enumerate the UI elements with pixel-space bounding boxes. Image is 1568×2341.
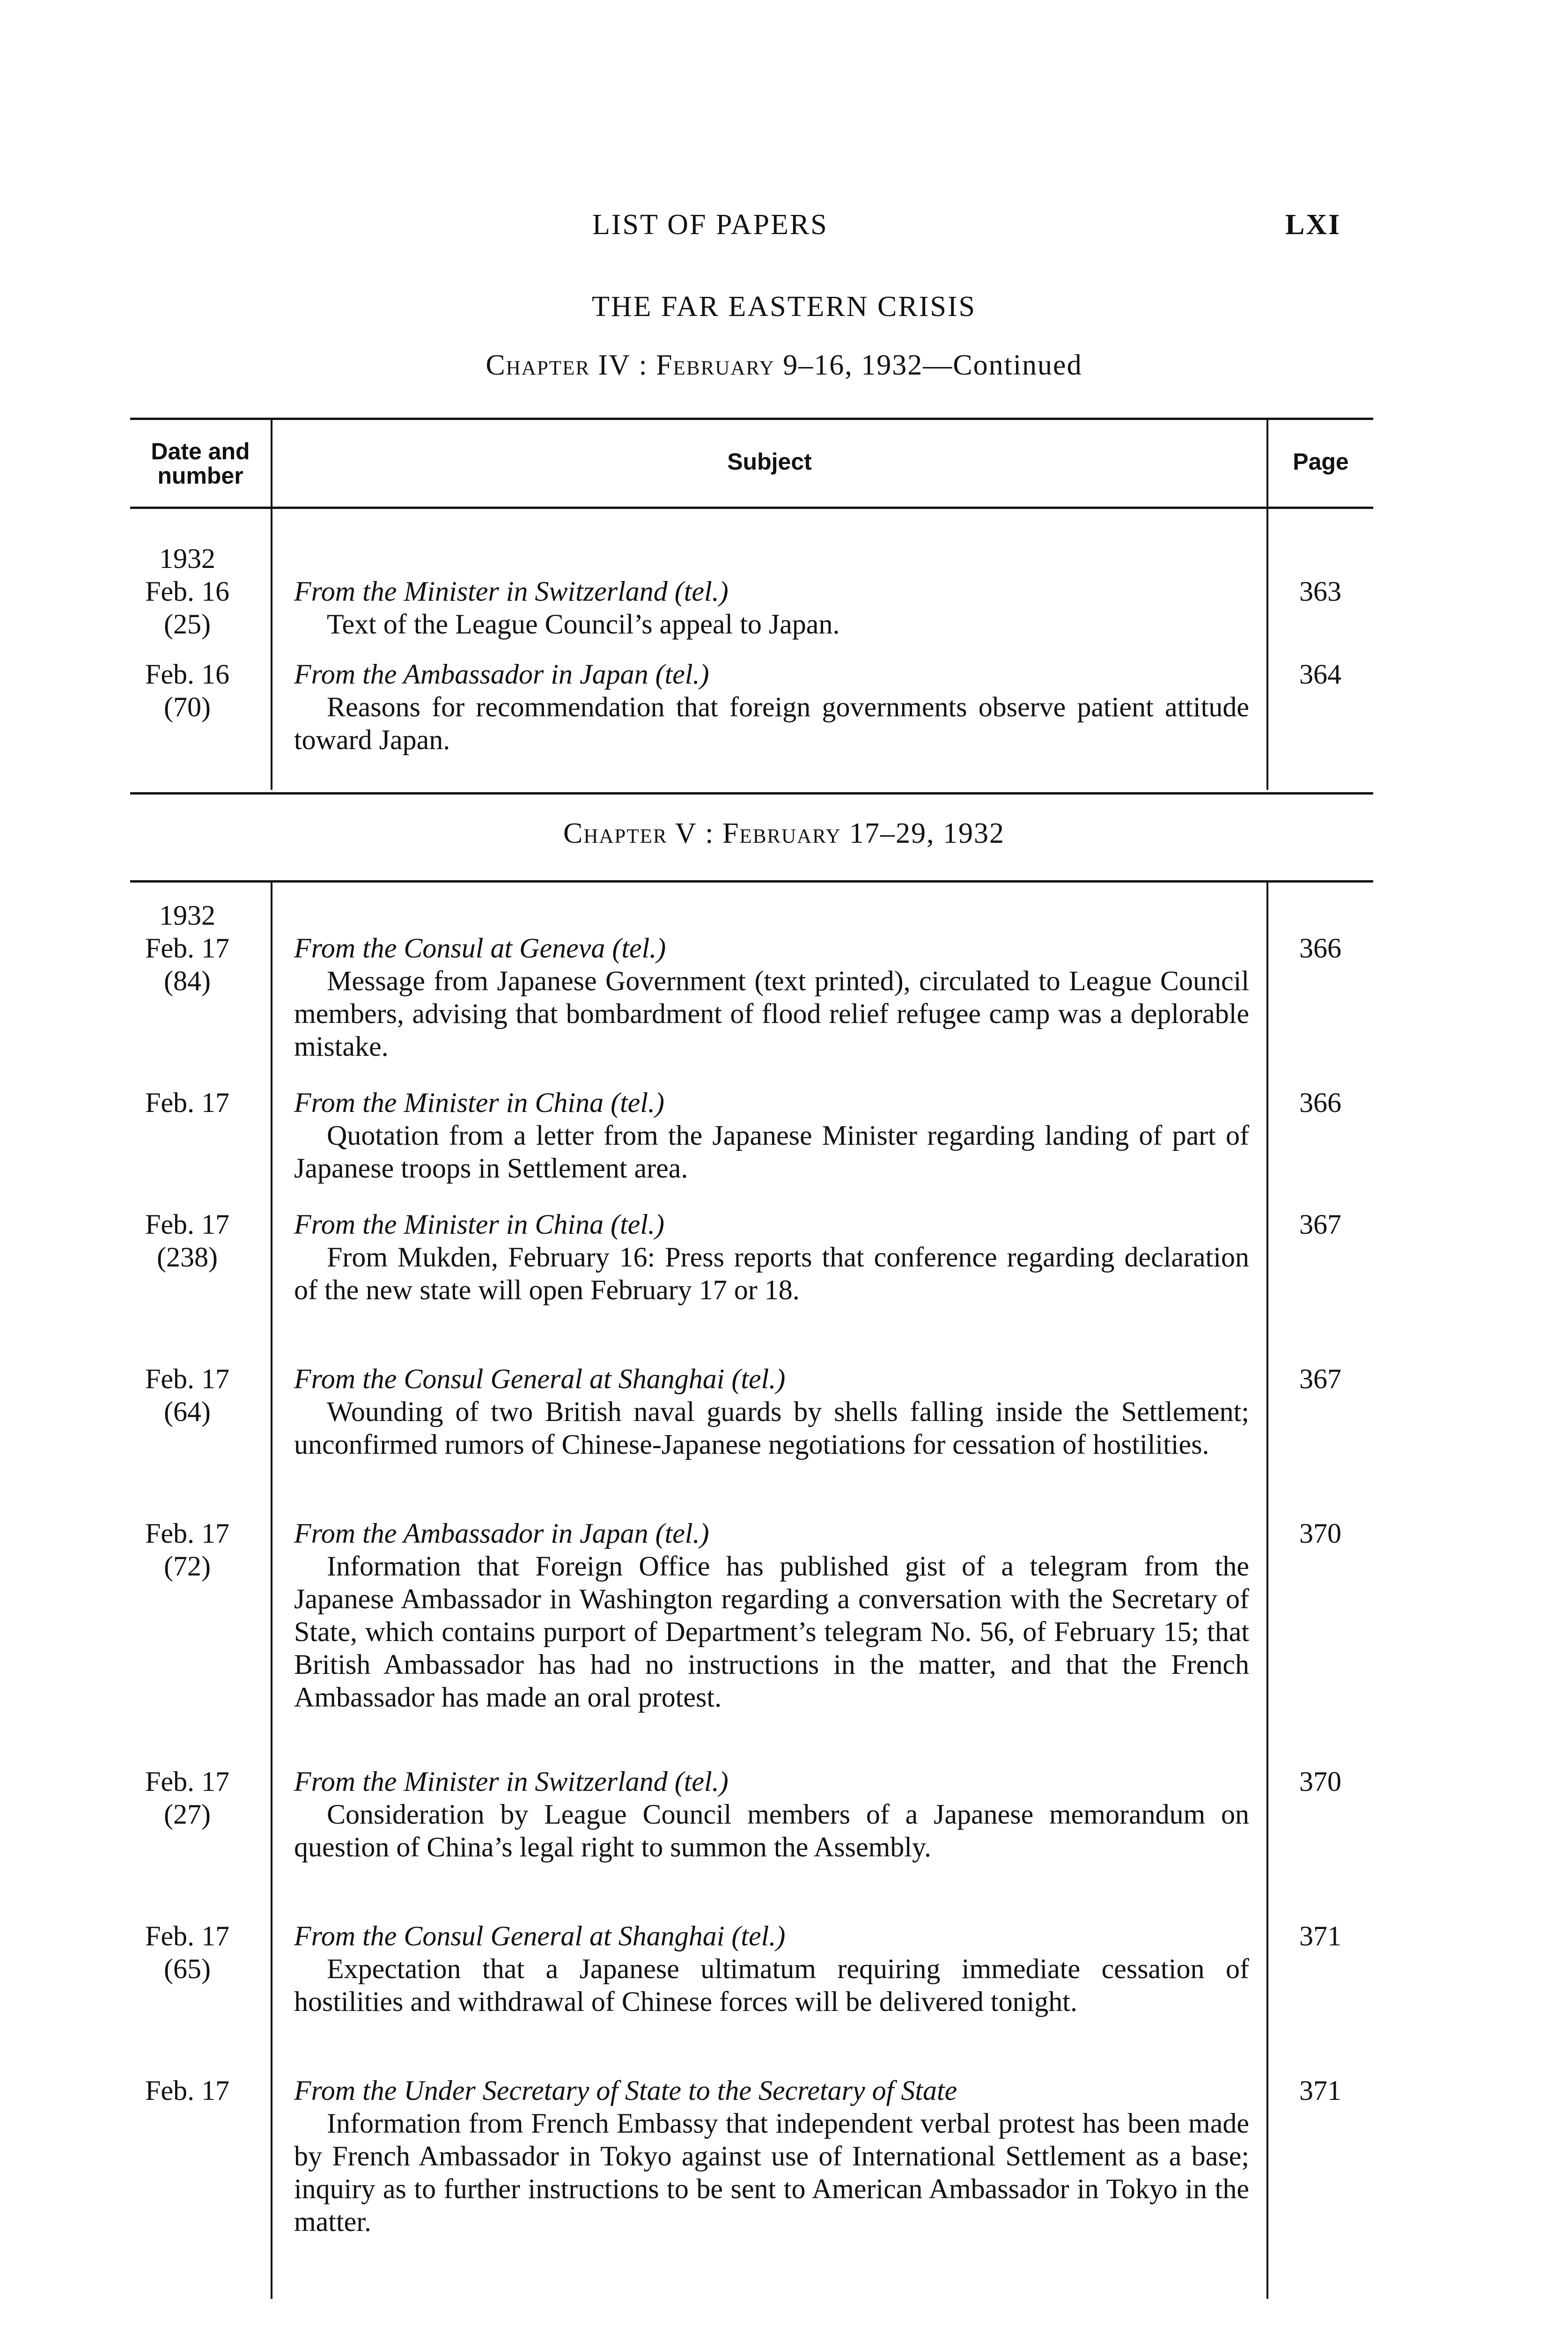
- page-folio: LXI: [1285, 209, 1341, 241]
- entry-date: Feb. 16 (70): [145, 659, 229, 722]
- page-column-rule: [1266, 880, 1268, 2299]
- entry-summary: Message from Japanese Government (text printed), circulated to League Council members, advising that bombardment of flood relief refugee camp was a deplorable mistake.: [294, 965, 1249, 1062]
- entry-sender: From the Minister in Switzerland (tel.): [294, 1766, 729, 1797]
- entry-subject: [294, 1517, 1249, 1714]
- entry-date: Feb. 17 (65): [145, 1921, 229, 1984]
- entry-sender: From the Consul General at Shanghai (tel.): [294, 1363, 786, 1394]
- entry-summary: Text of the League Council’s appeal to Japan.: [327, 609, 840, 640]
- entry-page: 363: [1299, 576, 1341, 607]
- entry-sender: From the Minister in China (tel.): [294, 1087, 665, 1118]
- entry-page: 370: [1299, 1518, 1341, 1549]
- entry-summary: Information from French Embassy that independent verbal protest has been made by French Ambassador in Tokyo against use of International Settlement as a base; inquiry as to further instructions to be sent to American Ambassador in Tokyo in the matter.: [294, 2108, 1249, 2237]
- date-column-rule: [271, 880, 272, 2299]
- entry-sender: From the Consul at Geneva (tel.): [294, 933, 666, 964]
- entry-page: 367: [1299, 1363, 1341, 1394]
- chapter-iv-sep: :: [630, 349, 656, 381]
- column-header-page: Page: [1293, 449, 1349, 475]
- chapter-iv-month: February: [656, 349, 775, 381]
- part-title: THE FAR EASTERN CRISIS: [592, 291, 976, 323]
- chapter-v-heading: [0, 817, 1568, 850]
- running-title: LIST OF PAPERS: [592, 209, 828, 241]
- running-head: [0, 208, 1568, 250]
- chapter-iv-range: 9–16, 1932—Continued: [774, 349, 1082, 381]
- entry-sender: From the Under Secretary of State to the Secretary of State: [294, 2075, 957, 2106]
- entry-subject: [294, 2074, 1249, 2238]
- column-header-subject: Subject: [727, 449, 812, 475]
- chapter-iv-heading: [0, 349, 1568, 382]
- entry-date: 1932 Feb. 16 (25): [145, 543, 229, 640]
- entry-summary: Expectation that a Japanese ultimatum requiring immediate cessation of hostilities and withdrawal of Chinese forces will be delivered tonight.: [294, 1953, 1249, 2017]
- entry-summary: Information that Foreign Office has published gist of a telegram from the Japanese Ambassador in Washington regarding a conversation with the Secretary of State, which contains purport of Department’s telegram No. 56, of February 15; that British Ambassador has had no instructions in the matter, and that the French Ambassador has made an oral protest.: [294, 1551, 1249, 1713]
- entry-subject: [294, 1208, 1249, 1306]
- column-header-date: Date and number: [151, 438, 250, 489]
- entry-summary: From Mukden, February 16: Press reports that conference regarding declaration of the new state will open February 17 or 18.: [294, 1242, 1249, 1305]
- entry-subject: [294, 1765, 1249, 1863]
- entry-date: Feb. 17 (238): [145, 1209, 229, 1273]
- entry-subject: [294, 658, 1249, 756]
- entry-summary: Reasons for recommendation that foreign governments observe patient attitude toward Japan.: [294, 692, 1249, 755]
- entry-summary: Quotation from a letter from the Japanese Minister regarding landing of part of Japanese troops in Settlement area.: [294, 1120, 1249, 1184]
- entry-subject: [294, 1362, 1249, 1461]
- chapter-v-range: 17–29, 1932: [841, 817, 1005, 849]
- entry-page: 364: [1299, 659, 1341, 690]
- table-bottom-rule: [130, 792, 1373, 795]
- entry-subject: [294, 1086, 1249, 1185]
- entry-sender: From the Minister in Switzerland (tel.): [294, 576, 729, 607]
- chapter-v-label: Chapter V: [563, 817, 697, 849]
- chapter-v-month: February: [722, 817, 841, 849]
- entry-sender: From the Consul General at Shanghai (tel.): [294, 1921, 786, 1951]
- entry-date: Feb. 17: [145, 1087, 229, 1118]
- entry-page: 366: [1299, 1087, 1341, 1118]
- entry-subject: [294, 932, 1249, 1063]
- entry-page: 371: [1299, 1921, 1341, 1951]
- entry-date: Feb. 17 (64): [145, 1363, 229, 1427]
- entry-summary: Consideration by League Council members of a Japanese memorandum on question of China’s legal right to summon the Assembly.: [294, 1799, 1249, 1862]
- entry-subject: [294, 1920, 1249, 2018]
- chapter-v-sep: :: [697, 817, 722, 849]
- header-bottom-rule: [130, 507, 1373, 509]
- entry-page: 370: [1299, 1766, 1341, 1797]
- entry-sender: From the Minister in China (tel.): [294, 1209, 665, 1240]
- entry-date: 1932 Feb. 17 (84): [145, 900, 229, 996]
- entry-page: 367: [1299, 1209, 1341, 1240]
- table-top-rule: [130, 880, 1373, 883]
- entry-page: 366: [1299, 933, 1341, 964]
- entry-page: 371: [1299, 2075, 1341, 2106]
- entry-sender: From the Ambassador in Japan (tel.): [294, 659, 709, 690]
- entry-date: Feb. 17: [145, 2075, 229, 2106]
- entry-date: Feb. 17 (27): [145, 1766, 229, 1830]
- entry-summary: Wounding of two British naval guards by shells falling inside the Settlement; unconfirmed rumors of Chinese-Japanese negotiations for cessation of hostilities.: [294, 1396, 1249, 1460]
- table-top-rule: [130, 418, 1373, 420]
- entry-date: Feb. 17 (72): [145, 1518, 229, 1582]
- entry-sender: From the Ambassador in Japan (tel.): [294, 1518, 709, 1549]
- chapter-iv-label: Chapter IV: [486, 349, 631, 381]
- entry-subject: [294, 575, 1249, 640]
